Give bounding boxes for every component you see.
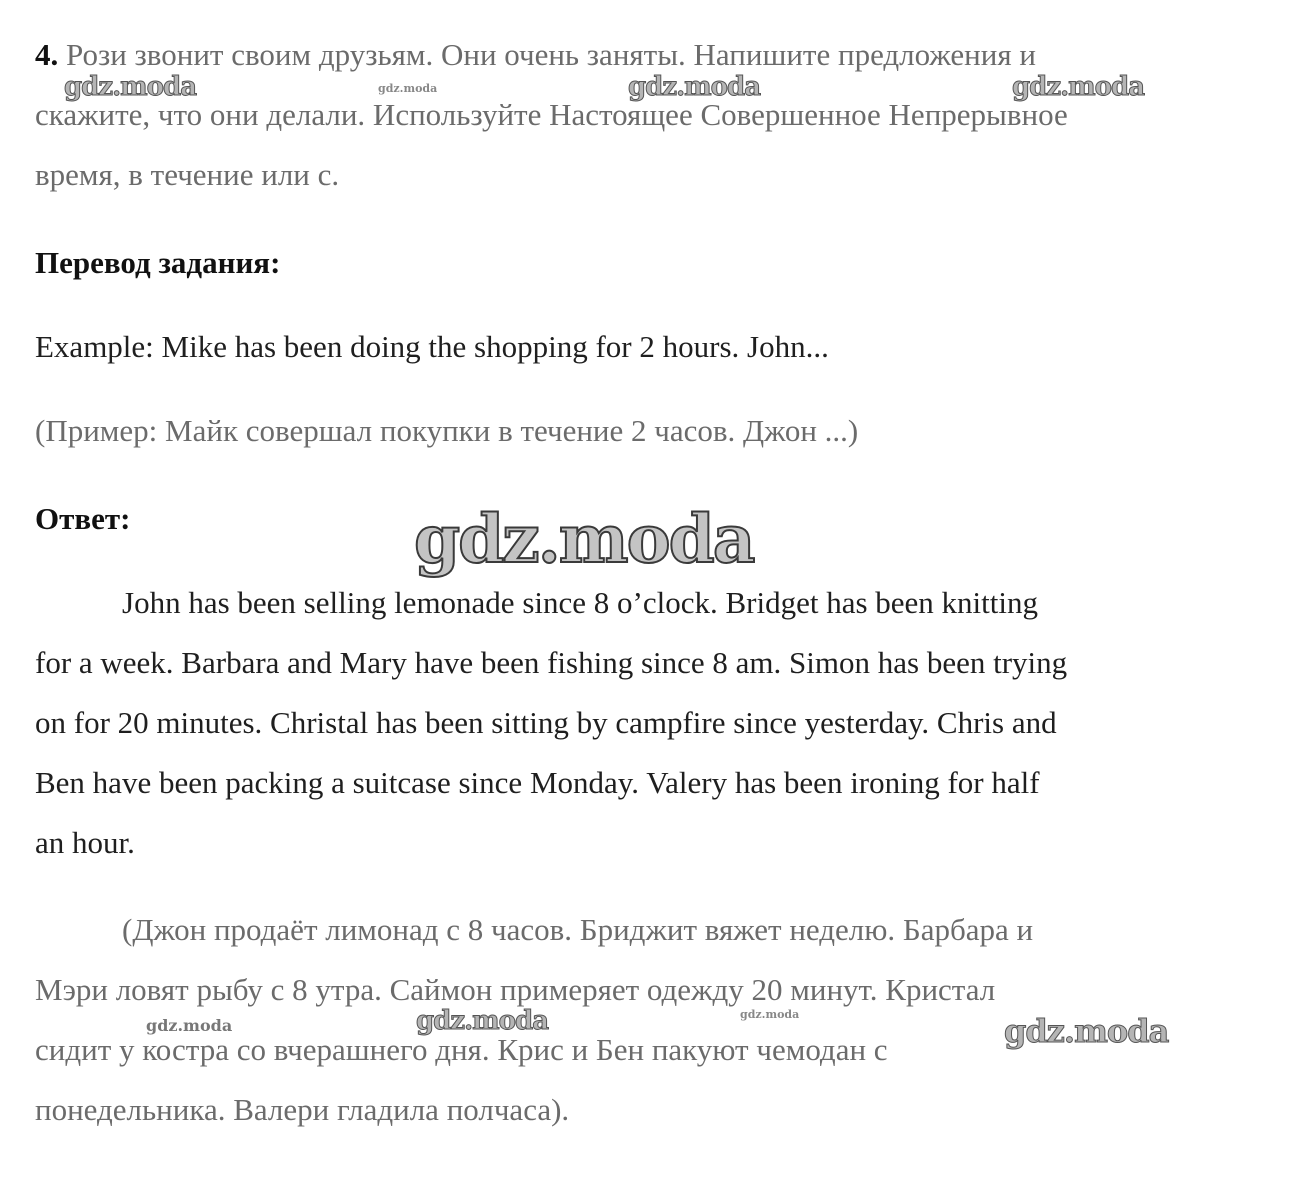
- answer-english-line-3: on for 20 minutes. Christal has been sitting by campfire since yesterday. Chris and: [35, 705, 1057, 740]
- task-line-1: [35, 36, 1036, 74]
- watermark: gdz.moda: [628, 72, 761, 102]
- task-number: 4.: [35, 37, 59, 72]
- watermark: gdz.moda: [1012, 72, 1145, 102]
- answer-heading: Ответ:: [35, 501, 131, 536]
- watermark: gdz.moda: [378, 82, 438, 95]
- example-english: Example: Mike has been doing the shopping for 2 hours. John...: [35, 329, 829, 364]
- watermark-large: gdz.moda: [414, 500, 754, 578]
- task-text-line-3: время, в течение или с.: [35, 157, 340, 192]
- answer-russian-line-4: понедельника. Валери гладила полчаса).: [35, 1092, 570, 1127]
- answer-russian-line-2: Мэри ловят рыбу с 8 утра. Саймон примеряет одежду 20 минут. Кристал: [35, 972, 996, 1007]
- translation-heading: Перевод задания:: [35, 245, 281, 280]
- task-text-line-2: скажите, что они делали. Используйте Настоящее Совершенное Непрерывное: [35, 97, 1068, 132]
- answer-english-line-2: for a week. Barbara and Mary have been fishing since 8 am. Simon has been trying: [35, 645, 1068, 680]
- watermark: gdz.moda: [416, 1006, 549, 1036]
- answer-english-line-4: Ben have been packing a suitcase since Monday. Valery has been ironing for half: [35, 765, 1040, 800]
- answer-english-line-5: an hour.: [35, 825, 135, 860]
- answer-russian-line-1: (Джон продаёт лимонад с 8 часов. Бриджит вяжет неделю. Барбара и: [122, 912, 1034, 947]
- task-text-line-1: Рози звонит своим друзьям. Они очень заняты. Напишите предложения и: [66, 37, 1036, 72]
- watermark: gdz.moda: [1004, 1012, 1169, 1050]
- answer-english-line-1: John has been selling lemonade since 8 o’clock. Bridget has been knitting: [122, 585, 1038, 620]
- example-russian: (Пример: Майк совершал покупки в течение 2 часов. Джон ...): [35, 413, 859, 448]
- watermark: gdz.moda: [740, 1008, 800, 1021]
- watermark: gdz.moda: [146, 1016, 233, 1035]
- answer-russian-line-3: сидит у костра со вчерашнего дня. Крис и Бен пакуют чемодан с: [35, 1032, 888, 1067]
- watermark: gdz.moda: [64, 72, 197, 102]
